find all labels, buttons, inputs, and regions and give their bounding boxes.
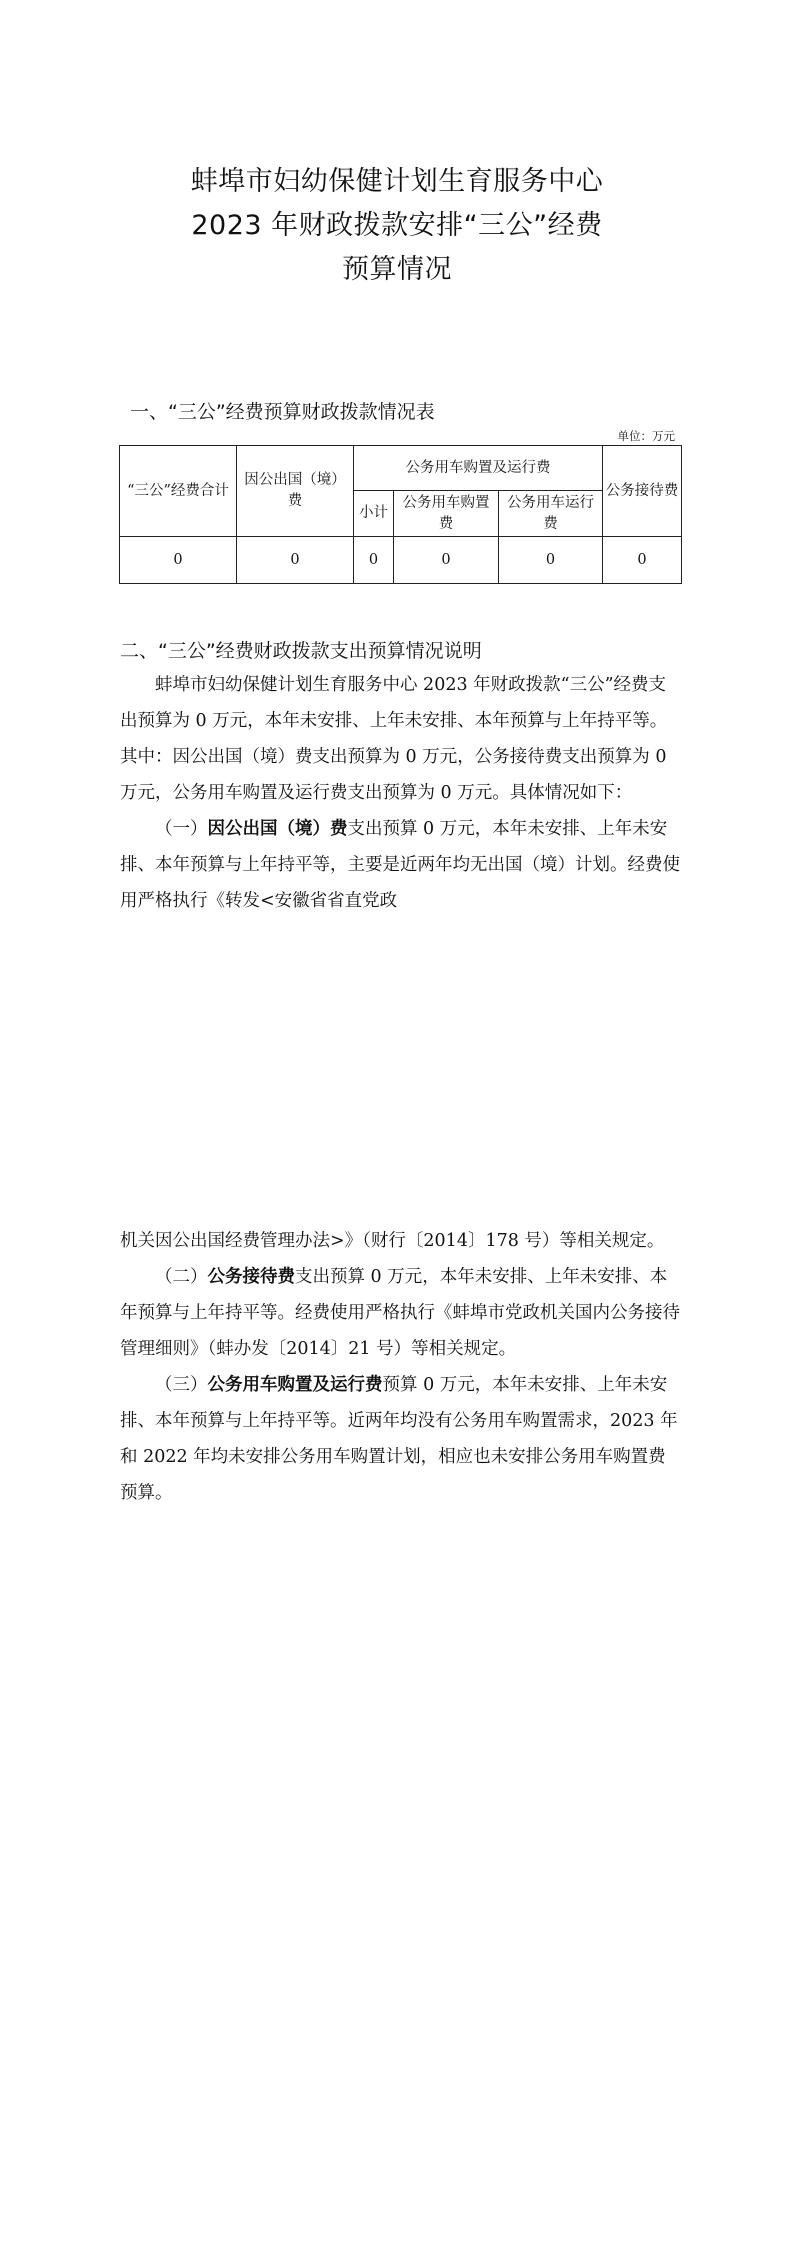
table-row [120, 537, 682, 584]
intro-paragraph: 蚌埠市妇幼保健计划生育服务中心 2023 年财政拨款“三公”经费支出预算为 0 万元，本年未安排、上年未安排、本年预算与上年持平等。其中：因公出国（境）费支出预算为 0 万元，公务接待费支出预算为 0 万元，公务用车购置及运行费支出预算为 0 万元。具体情况如下： [120, 675, 668, 803]
section2-body-part1 [120, 667, 680, 919]
header-abroad: 因公出国（境）费 [237, 446, 354, 537]
header-reception: 公务接待费 [603, 446, 682, 537]
unit-label: 单位：万元 [617, 429, 675, 443]
item2-paragraph [120, 1259, 680, 1367]
item1-bold-label: 因公出国（境）费 [207, 819, 348, 839]
header-vehicle-group: 公务用车购置及运行费 [354, 446, 603, 491]
item1-continuation: 机关因公出国经费管理办法>》（财行〔2014〕178 号）等相关规定。 [120, 1231, 665, 1251]
title-line-1: 蚌埠市妇幼保健计划生育服务中心 [190, 166, 604, 197]
item2-prefix: （二） [155, 1267, 208, 1287]
header-vehicle-purchase: 公务用车购置费 [394, 491, 499, 537]
item2-bold-label: 公务接待费 [207, 1267, 295, 1287]
value-total: 0 [120, 537, 237, 584]
document-title [0, 160, 794, 292]
section2-heading: 二、“三公”经费财政拨款支出预算情况说明 [120, 640, 482, 662]
item3-bold-label: 公务用车购置及运行费 [207, 1375, 383, 1395]
item1-text: 支出预算 0 万元，本年未安排、上年未安排、本年预算与上年持平等，主要是近两年均无出国（境）计划。经费使用严格执行《转发<安徽省省直党政 [120, 819, 680, 911]
header-subtotal: 小计 [354, 491, 394, 537]
item1-prefix: （一） [155, 819, 208, 839]
header-total: “三公”经费合计 [120, 446, 237, 537]
budget-table [119, 445, 682, 584]
value-abroad: 0 [237, 537, 354, 584]
value-vehicle-running: 0 [499, 537, 603, 584]
item2-text: 支出预算 0 万元，本年未安排、上年未安排、本年预算与上年持平等。经费使用严格执行《蚌埠市党政机关国内公务接待管理细则》（蚌办发〔2014〕21 号）等相关规定。 [120, 1267, 680, 1359]
value-subtotal: 0 [354, 537, 394, 584]
item3-text: 预算 0 万元，本年未安排、上年未安排、本年预算与上年持平等。近两年均没有公务用车购置需求，2023 年和 2022 年均未安排公务用车购置计划，相应也未安排公务用车购置费预算。 [120, 1375, 678, 1503]
item3-prefix: （三） [155, 1375, 208, 1395]
title-line-2: 2023 年财政拨款安排“三公”经费 [191, 210, 603, 241]
section1-heading: 一、“三公”经费预算财政拨款情况表 [130, 401, 435, 423]
table-header-row [120, 446, 682, 491]
section2-body-part2 [120, 1223, 680, 1511]
value-reception: 0 [603, 537, 682, 584]
item1-paragraph [120, 811, 680, 919]
header-vehicle-running: 公务用车运行费 [499, 491, 603, 537]
item3-paragraph [120, 1367, 680, 1511]
title-line-3: 预算情况 [342, 254, 452, 285]
value-vehicle-purchase: 0 [394, 537, 499, 584]
